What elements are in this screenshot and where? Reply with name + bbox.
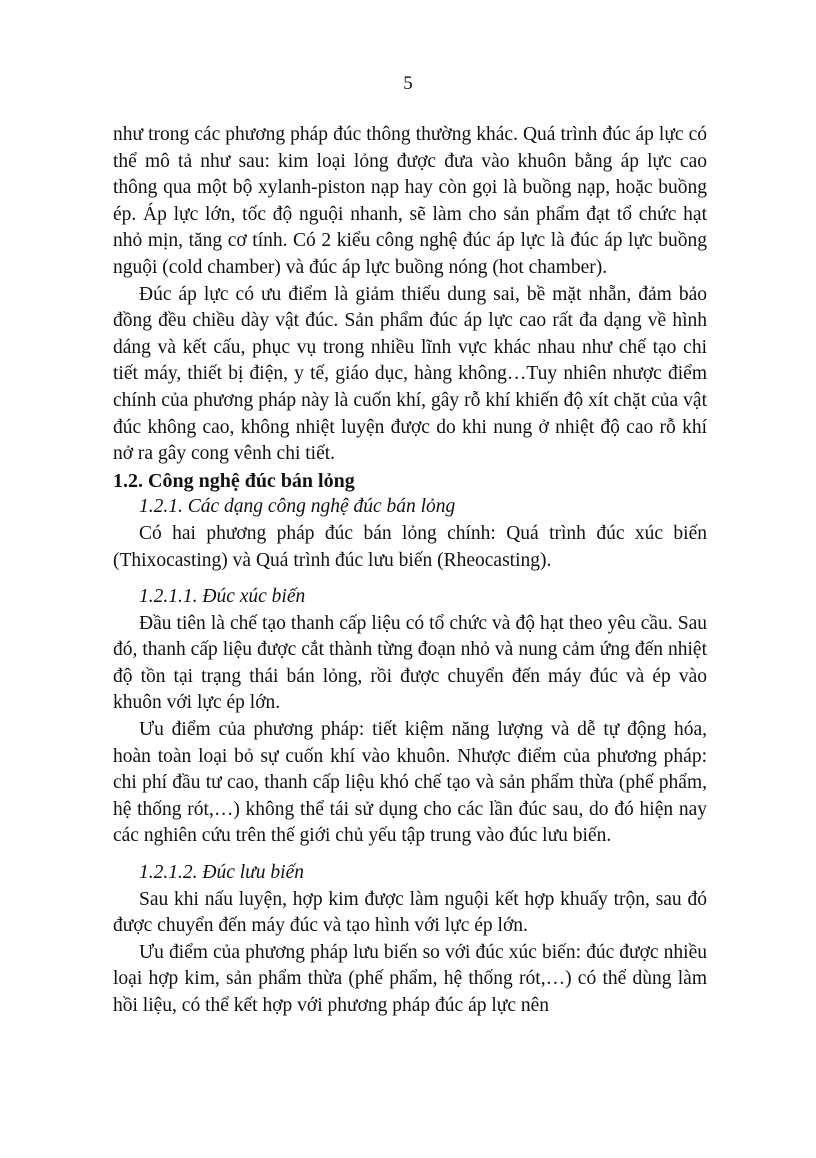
paragraph-thixocasting-pros-cons: Ưu điểm của phương pháp: tiết kiệm năng lượng và dễ tự động hóa, hoàn toàn loại bỏ sự cuốn khí vào khuôn. Nhược điểm của phương pháp: chi phí đầu tư cao, thanh cấp liệu khó chế tạo và sản phẩm thừa (phế phẩm, hệ thống rót,…) không thể tái sử dụng cho các lần đúc sau, do đó hiện nay các nghiên cứu trên thế giới chủ yếu tập trung vào đúc lưu biến.	[113, 719, 707, 847]
section-heading-1-2: 1.2. Công nghệ đúc bán lỏng	[113, 469, 355, 492]
subsection-heading-1-2-1: 1.2.1. Các dạng công nghệ đúc bán lỏng	[139, 496, 456, 518]
subsection-heading-1-2-1-2: 1.2.1.2. Đúc lưu biến	[139, 862, 304, 884]
paragraph-rheocasting-pros: Ưu điểm của phương pháp lưu biến so với đúc xúc biến: đúc được nhiều loại hợp kim, sản phẩm thừa (phế phẩm, hệ thống rót,…) có thể dùng làm hồi liệu, có thể kết hợp với phương pháp đúc áp lực nên	[113, 941, 707, 1016]
document-body	[113, 122, 707, 1020]
paragraph-die-casting-process: như trong các phương pháp đúc thông thường khác. Quá trình đúc áp lực có thể mô tả như sau: kim loại lỏng được đưa vào khuôn bằng áp lực cao thông qua một bộ xylanh-piston nạp hay còn gọi là buồng nạp, hoặc buồng ép. Áp lực lớn, tốc độ nguội nhanh, sẽ làm cho sản phẩm đạt tổ chức hạt nhỏ mịn, tăng cơ tính. Có 2 kiểu công nghệ đúc áp lực là đúc áp lực buồng nguội (cold chamber) và đúc áp lực buồng nóng (hot chamber).	[113, 124, 707, 278]
paragraph-die-casting-pros-cons: Đúc áp lực có ưu điểm là giảm thiểu dung sai, bề mặt nhẵn, đảm bảo đồng đều chiều dày vật đúc. Sản phẩm đúc áp lực cao rất đa dạng về hình dáng và kết cấu, phục vụ trong nhiều lĩnh vực khác nhau như chế tạo chi tiết máy, thiết bị điện, y tế, giáo dục, hàng không…Tuy nhiên nhược điểm chính của phương pháp này là cuốn khí, gây rỗ khí khiến độ xít chặt của vật đúc không cao, không nhiệt luyện được do khi nung ở nhiệt độ cao rỗ khí nở ra gây cong vênh chi tiết.	[113, 283, 707, 465]
page-number: 5	[403, 73, 413, 94]
paragraph-thixocasting-process: Đầu tiên là chế tạo thanh cấp liệu có tổ chức và độ hạt theo yêu cầu. Sau đó, thanh cấp liệu được cắt thành từng đoạn nhỏ và nung cảm ứng đến nhiệt độ tồn tại trạng thái bán lỏng, rồi được chuyển đến máy đúc và ép vào khuôn với lực ép lớn.	[113, 612, 707, 714]
paragraph-rheocasting-process: Sau khi nấu luyện, hợp kim được làm nguội kết hợp khuấy trộn, sau đó được chuyển đến máy đúc và tạo hình với lực ép lớn.	[113, 888, 707, 937]
paragraph-semisolid-methods: Có hai phương pháp đúc bán lỏng chính: Quá trình đúc xúc biến (Thixocasting) và Quá trình đúc lưu biến (Rheocasting).	[113, 522, 707, 571]
subsection-heading-1-2-1-1: 1.2.1.1. Đúc xúc biến	[139, 586, 306, 608]
